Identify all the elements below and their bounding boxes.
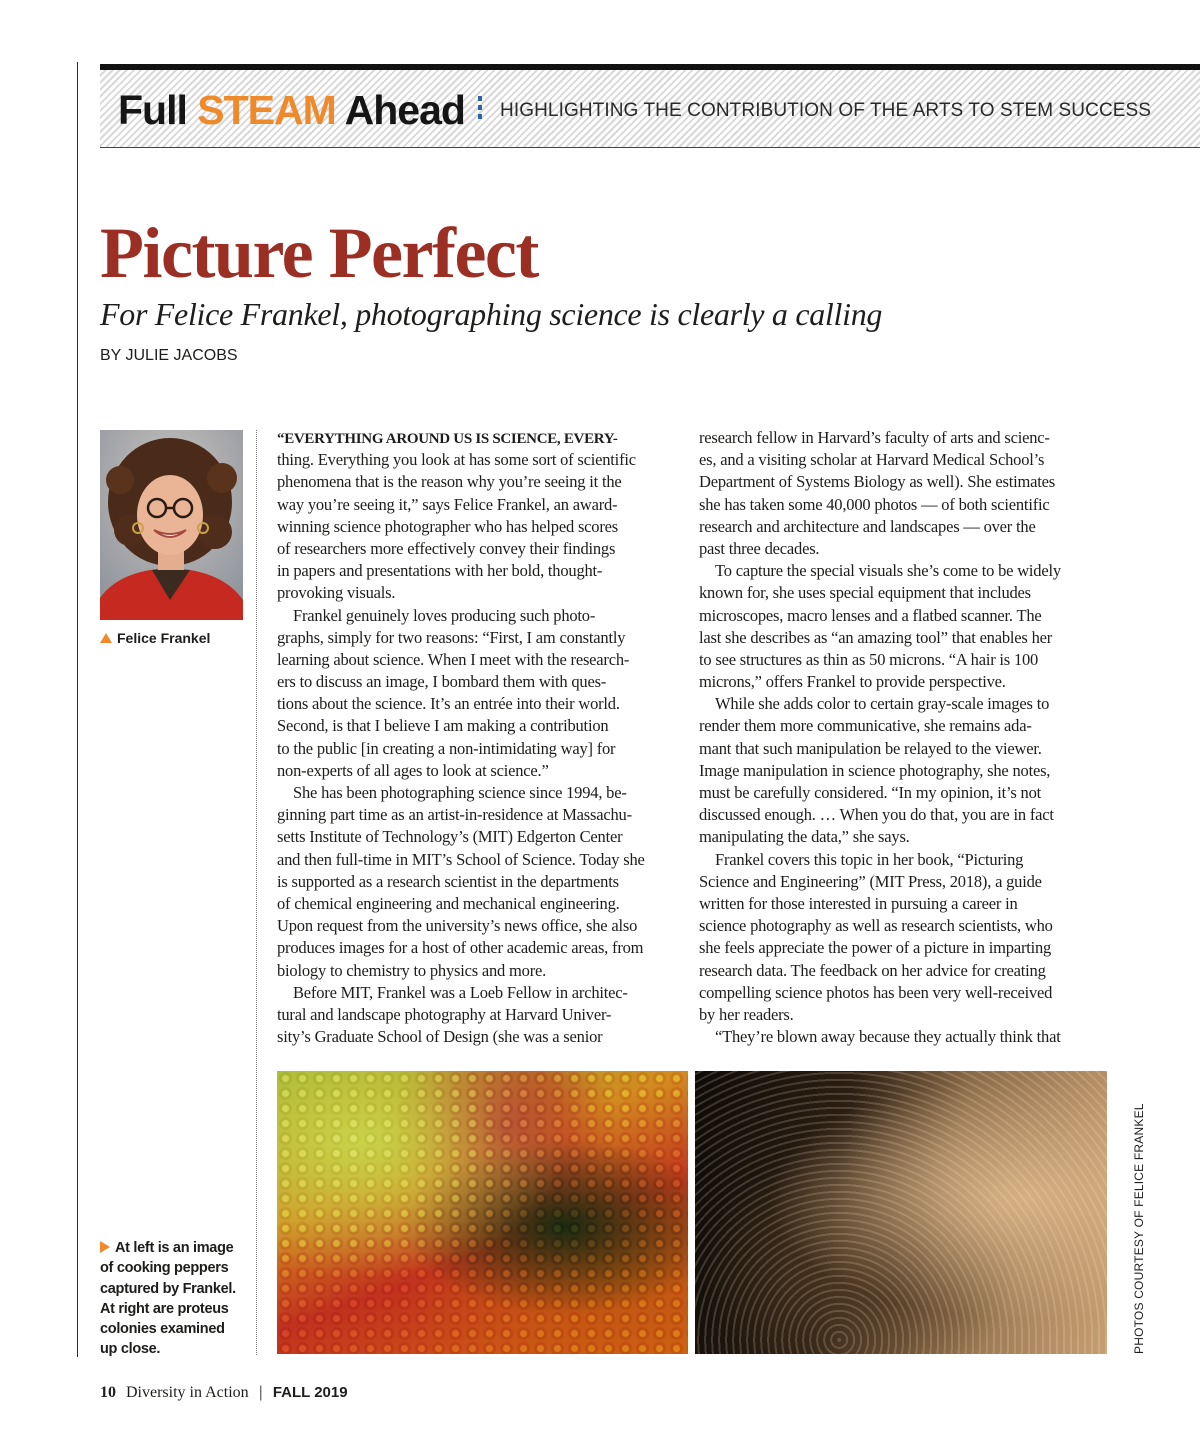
body-line: of researchers more effectively convey their findings <box>277 538 616 558</box>
body-line: past three decades. <box>699 538 820 558</box>
body-line: ginning part time as an artist-in-residence at Massachu- <box>277 805 632 825</box>
body-line: known for, she uses special equipment that includes <box>699 583 1031 603</box>
body-line: Second, is that I believe I am making a contribution <box>277 716 609 736</box>
photo-credit: PHOTOS COURTESY OF FELICE FRANKEL <box>1132 1103 1146 1354</box>
photos-caption-line: At right are proteus <box>100 1300 229 1317</box>
body-line: She has been photographing science since 1994, be- <box>293 783 627 802</box>
body-line: science photography as well as research scientists, who <box>699 916 1053 936</box>
body-line: research fellow in Harvard’s faculty of arts and scienc- <box>699 428 1050 447</box>
body-line: way you’re seeing it,” says Felice Frankel, an award- <box>277 494 618 514</box>
body-line: Image manipulation in science photography, she notes, <box>699 760 1051 780</box>
photos-caption-line: of cooking peppers <box>100 1260 229 1277</box>
body-line: she has taken some 40,000 photos — of both scientific <box>699 494 1050 514</box>
lead-in: “EVERYTHING AROUND US IS SCIENCE, EVERY- <box>277 431 618 447</box>
page-number: 10 <box>100 1384 116 1401</box>
triangle-up-icon <box>100 633 112 643</box>
magazine-name: Diversity in Action <box>126 1384 249 1401</box>
section-tagline: HIGHLIGHTING THE CONTRIBUTION OF THE ARTS TO STEM SUCCESS <box>500 100 1152 121</box>
body-line: in papers and presentations with her bold, thought- <box>277 561 603 581</box>
body-column-1 <box>277 427 682 1048</box>
section-title-accent: STEAM <box>197 87 336 133</box>
body-line: setts Institute of Technology’s (MIT) Edgerton Center <box>277 827 623 847</box>
peppers-photo <box>277 1071 688 1354</box>
triangle-right-icon <box>100 1241 110 1253</box>
body-line: to the public [in creating a non-intimidating way] for <box>277 738 616 758</box>
sidebar-divider <box>256 430 257 1355</box>
body-line: tural and landscape photography at Harvard Univer- <box>277 1004 612 1024</box>
body-line: she feels appreciate the power of a picture in imparting <box>699 938 1052 958</box>
body-line: phenomena that is the reason why you’re seeing it the <box>277 472 622 492</box>
body-line: research data. The feedback on her advice for creating <box>699 960 1046 980</box>
page-footer <box>100 1384 348 1402</box>
issue-label: FALL 2019 <box>272 1384 348 1401</box>
body-line: winning science photographer who has helped scores <box>277 516 618 536</box>
body-line: must be carefully considered. “In my opinion, it’s not <box>699 783 1042 802</box>
body-line: compelling science photos has been very well-received <box>699 982 1053 1002</box>
article-deck: For Felice Frankel, photographing science is clearly a calling <box>100 296 883 332</box>
body-line: graphs, simply for two reasons: “First, I am constantly <box>277 627 626 647</box>
body-line: While she adds color to certain gray-scale images to <box>715 694 1050 714</box>
body-line: mant that such manipulation be relayed to the viewer. <box>699 738 1042 758</box>
body-line: and then full-time in MIT’s School of Science. Today she <box>277 849 645 869</box>
section-title-part1: Full <box>118 87 187 133</box>
footer-separator: | <box>258 1384 263 1401</box>
body-line: research and architecture and landscapes — over the <box>699 516 1036 536</box>
body-line: discussed enough. … When you do that, you are in fact <box>699 805 1054 825</box>
section-title <box>118 86 465 134</box>
body-line: es, and a visiting scholar at Harvard Medical School’s <box>699 450 1045 470</box>
body-line: produces images for a host of other academic areas, from <box>277 938 644 958</box>
body-line: by her readers. <box>699 1004 794 1024</box>
proteus-colonies-photo <box>695 1071 1107 1354</box>
body-line: To capture the special visuals she’s come to be widely <box>715 561 1061 581</box>
photos-caption-line: up close. <box>100 1341 161 1358</box>
body-line: to see structures as thin as 50 microns. “A hair is 100 <box>699 649 1039 669</box>
banner-divider-dots <box>478 96 483 124</box>
body-line: provoking visuals. <box>277 583 396 603</box>
body-line: of chemical engineering and mechanical engineering. <box>277 893 620 913</box>
article-headline: Picture Perfect <box>100 213 538 293</box>
body-line: written for those interested in pursuing a career in <box>699 893 1018 913</box>
photos-caption <box>100 1238 250 1360</box>
body-line: learning about science. When I meet with the research- <box>277 649 630 669</box>
body-line: Upon request from the university’s news office, she also <box>277 916 638 936</box>
photos-caption-line: colonies examined <box>100 1321 225 1338</box>
section-title-part2: Ahead <box>344 87 465 133</box>
body-line: Before MIT, Frankel was a Loeb Fellow in architec- <box>293 982 628 1002</box>
photos-caption-line-text: At left is an image <box>115 1240 234 1256</box>
portrait-photo <box>100 430 243 620</box>
body-line: microns,” offers Frankel to provide perspective. <box>699 672 1006 692</box>
body-line: manipulating the data,” she says. <box>699 827 910 847</box>
left-margin-rule <box>77 62 78 1357</box>
section-banner <box>100 64 1200 148</box>
portrait-caption <box>100 630 210 646</box>
photos-caption-line: captured by Frankel. <box>100 1280 236 1297</box>
body-line: biology to chemistry to physics and more. <box>277 960 547 980</box>
body-line: sity’s Graduate School of Design (she was a senior <box>277 1027 603 1047</box>
body-line: ers to discuss an image, I bombard them with ques- <box>277 672 607 692</box>
portrait-caption-text: Felice Frankel <box>117 630 211 646</box>
body-line: render them more communicative, she remains ada- <box>699 716 1032 736</box>
article-byline: BY JULIE JACOBS <box>100 347 238 364</box>
body-line <box>277 427 682 449</box>
body-line: non-experts of all ages to look at science.” <box>277 760 549 780</box>
body-line: tions about the science. It’s an entrée into their world. <box>277 694 620 714</box>
body-line: Frankel genuinely loves producing such photo- <box>293 605 596 625</box>
photos-caption-line <box>100 1238 250 1258</box>
body-line: last she describes as “an amazing tool” that enables her <box>699 627 1053 647</box>
body-line: is supported as a research scientist in the departments <box>277 871 619 891</box>
body-column-2 <box>699 427 1104 1048</box>
body-line: Department of Systems Biology as well). She estimates <box>699 472 1056 492</box>
body-line: “They’re blown away because they actually think that <box>715 1027 1061 1047</box>
body-line: Frankel covers this topic in her book, “Picturing <box>715 849 1024 869</box>
body-line: Science and Engineering” (MIT Press, 2018), a guide <box>699 871 1042 891</box>
body-line: thing. Everything you look at has some sort of scientific <box>277 450 636 470</box>
body-line: microscopes, macro lenses and a flatbed scanner. The <box>699 605 1042 625</box>
